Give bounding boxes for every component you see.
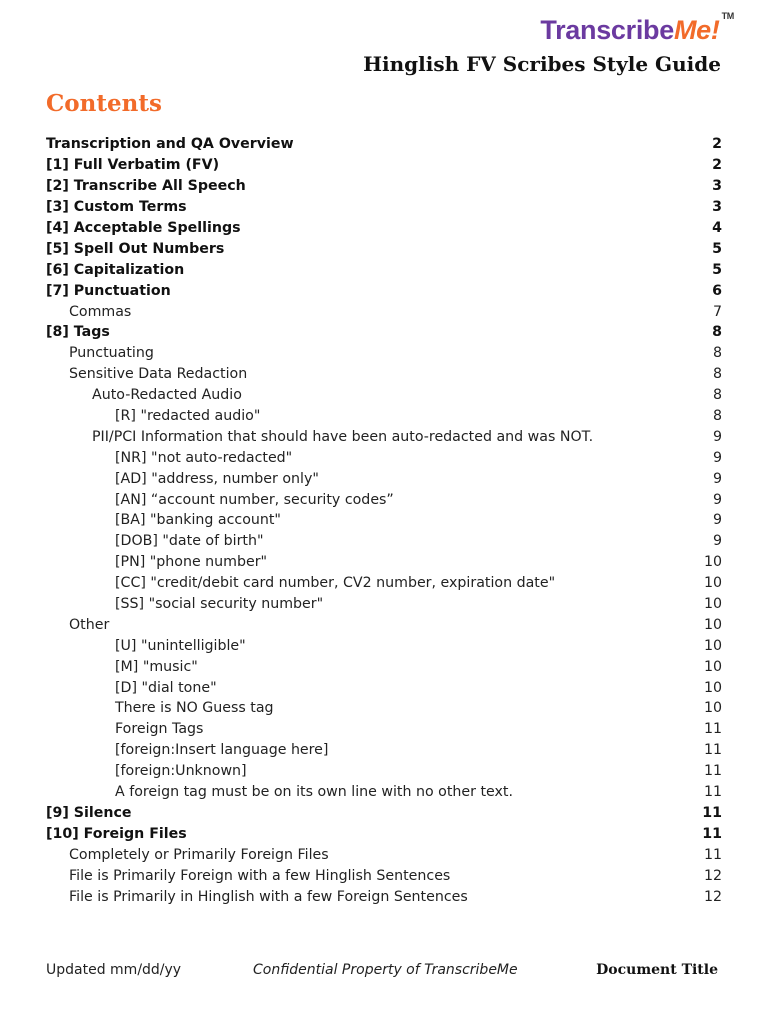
toc-entry-page-number: 3: [712, 178, 722, 195]
toc-entry-page-number: 4: [712, 220, 722, 236]
toc-entry[interactable]: [46, 385, 722, 406]
toc-entry[interactable]: [46, 698, 722, 719]
toc-entry-page-number: 10: [703, 596, 722, 613]
toc-entry-title: Commas: [69, 303, 132, 320]
logo-text-me: Me: [673, 15, 711, 45]
toc-entry[interactable]: [46, 343, 722, 364]
toc-entry-title: Foreign Tags: [115, 721, 204, 738]
toc-entry-title: Transcription and QA Overview: [46, 136, 294, 153]
toc-entry-title: Sensitive Data Redaction: [69, 366, 248, 383]
toc-entry-title: Completely or Primarily Foreign Files: [69, 846, 329, 863]
toc-entry-title: [M] "music": [115, 658, 198, 675]
toc-entry-page-number: 12: [703, 888, 722, 905]
toc-entry[interactable]: [46, 823, 722, 844]
document-title: Hinglish FV Scribes Style Guide: [363, 52, 721, 76]
toc-entry-page-number: 5: [712, 240, 722, 257]
toc-entry[interactable]: [46, 865, 722, 886]
toc-entry[interactable]: [46, 782, 722, 803]
toc-entry-page-number: 8: [712, 324, 722, 341]
toc-entry-title: A foreign tag must be on its own line with no other text.: [115, 784, 513, 801]
toc-entry-page-number: 10: [703, 658, 722, 675]
toc-entry-title: [6] Capitalization: [46, 261, 185, 278]
toc-entry-page-number: 10: [703, 616, 722, 633]
toc-entry-page-number: 9: [712, 512, 722, 529]
toc-entry-title: [AN] “account number, security codes”: [115, 491, 394, 508]
toc-entry-page-number: 8: [712, 366, 722, 383]
toc-entry-page-number: 11: [703, 721, 722, 738]
toc-entry[interactable]: [46, 197, 722, 218]
toc-entry-title: [D] "dial tone": [115, 679, 217, 696]
toc-entry-title: File is Primarily Foreign with a few Hinglish Sentences: [69, 867, 451, 884]
footer-confidential-notice: Confidential Property of TranscribeMe: [253, 962, 518, 978]
toc-entry[interactable]: [46, 761, 722, 782]
toc-entry-page-number: 5: [712, 261, 722, 278]
toc-entry-page-number: 2: [712, 136, 722, 153]
toc-entry-title: [U] "unintelligible": [115, 637, 246, 654]
toc-entry-title: Punctuating: [69, 345, 154, 362]
toc-entry-title: File is Primarily in Hinglish with a few Foreign Sentences: [69, 888, 468, 905]
logo-trademark: TM: [721, 11, 734, 21]
toc-entry-title: [R] "redacted audio": [115, 408, 261, 425]
toc-entry[interactable]: [46, 635, 722, 656]
contents-heading: Contents: [46, 90, 162, 117]
toc-entry[interactable]: [46, 594, 722, 615]
brand-logo: [540, 10, 734, 50]
toc-entry-title: [3] Custom Terms: [46, 199, 187, 216]
toc-entry-page-number: 10: [703, 700, 722, 717]
toc-entry-page-number: 12: [703, 867, 722, 884]
toc-entry-title: [SS] "social security number": [115, 596, 324, 613]
toc-entry[interactable]: [46, 218, 722, 239]
toc-entry[interactable]: [46, 280, 722, 301]
toc-entry-page-number: 11: [702, 804, 722, 821]
toc-entry[interactable]: [46, 468, 722, 489]
toc-entry-page-number: 9: [712, 491, 722, 508]
toc-entry[interactable]: [46, 803, 722, 824]
toc-entry-page-number: 6: [712, 282, 722, 299]
toc-entry[interactable]: [46, 844, 722, 865]
toc-entry[interactable]: [46, 322, 722, 343]
toc-entry-page-number: 11: [703, 784, 722, 801]
toc-entry-title: [NR] "not auto-redacted": [115, 449, 293, 466]
footer-document-title: Document Title: [596, 962, 718, 978]
toc-entry[interactable]: [46, 677, 722, 698]
toc-entry[interactable]: [46, 740, 722, 761]
toc-entry[interactable]: [46, 552, 722, 573]
toc-entry-page-number: 10: [703, 637, 722, 654]
toc-entry-page-number: 9: [712, 449, 722, 466]
toc-entry[interactable]: [46, 238, 722, 259]
toc-entry-title: Auto-Redacted Audio: [92, 387, 242, 404]
toc-entry-title: [CC] "credit/debit card number, CV2 number, expiration date": [115, 575, 556, 592]
logo-text-transcribe: Transcribe: [540, 15, 674, 45]
toc-entry-title: [9] Silence: [46, 804, 132, 821]
footer-updated-date: Updated mm/dd/yy: [46, 962, 182, 978]
toc-entry-title: [foreign:Insert language here]: [115, 742, 329, 759]
table-of-contents: [46, 134, 722, 907]
toc-entry-title: [PN] "phone number": [115, 554, 268, 571]
toc-entry[interactable]: [46, 614, 722, 635]
toc-entry-title: There is NO Guess tag: [115, 700, 274, 717]
toc-entry-title: [8] Tags: [46, 324, 110, 341]
toc-entry[interactable]: [46, 134, 722, 155]
toc-entry[interactable]: [46, 406, 722, 427]
toc-entry-title: [10] Foreign Files: [46, 825, 187, 842]
toc-entry-title: [BA] "banking account": [115, 512, 281, 529]
toc-entry[interactable]: [46, 489, 722, 510]
toc-entry[interactable]: [46, 176, 722, 197]
toc-entry-page-number: 7: [712, 303, 722, 320]
toc-entry-title: [2] Transcribe All Speech: [46, 178, 246, 195]
toc-entry-page-number: 8: [712, 387, 722, 404]
toc-entry-page-number: 9: [712, 470, 722, 487]
toc-entry-page-number: 8: [712, 408, 722, 425]
toc-entry[interactable]: [46, 573, 722, 594]
toc-entry-page-number: 2: [712, 157, 722, 174]
toc-entry[interactable]: [46, 886, 722, 907]
toc-entry-title: [AD] "address, number only": [115, 470, 319, 487]
toc-entry-title: [DOB] "date of birth": [115, 533, 264, 550]
toc-entry[interactable]: [46, 259, 722, 280]
toc-entry-title: [7] Punctuation: [46, 282, 171, 299]
toc-entry-page-number: 11: [703, 763, 722, 780]
toc-entry-title: Other: [69, 616, 110, 633]
logo-exclamation: !: [710, 15, 720, 45]
toc-entry[interactable]: [46, 531, 722, 552]
toc-entry[interactable]: [46, 719, 722, 740]
toc-entry[interactable]: [46, 510, 722, 531]
toc-entry-page-number: 10: [703, 679, 722, 696]
toc-entry-title: [1] Full Verbatim (FV): [46, 157, 220, 174]
toc-entry-page-number: 11: [703, 742, 722, 759]
toc-entry[interactable]: [46, 364, 722, 385]
toc-entry-page-number: 8: [712, 345, 722, 362]
page-footer: [46, 962, 722, 982]
toc-entry-title: [foreign:Unknown]: [115, 763, 247, 780]
toc-entry-page-number: 11: [702, 825, 722, 842]
toc-entry[interactable]: [46, 447, 722, 468]
toc-entry[interactable]: [46, 155, 722, 176]
toc-entry-title: PII/PCI Information that should have been auto-redacted and was NOT.: [92, 428, 594, 445]
toc-entry-page-number: 3: [712, 199, 722, 216]
toc-entry[interactable]: [46, 301, 722, 322]
toc-entry[interactable]: [46, 426, 722, 447]
toc-entry-title: [4] Acceptable Spellings: [46, 220, 241, 236]
toc-entry-page-number: 10: [703, 554, 722, 571]
toc-entry-title: [5] Spell Out Numbers: [46, 240, 225, 257]
toc-entry-page-number: 9: [712, 428, 722, 445]
toc-entry-page-number: 9: [712, 533, 722, 550]
toc-entry[interactable]: [46, 656, 722, 677]
toc-entry-page-number: 10: [703, 575, 722, 592]
toc-entry-page-number: 11: [703, 846, 722, 863]
